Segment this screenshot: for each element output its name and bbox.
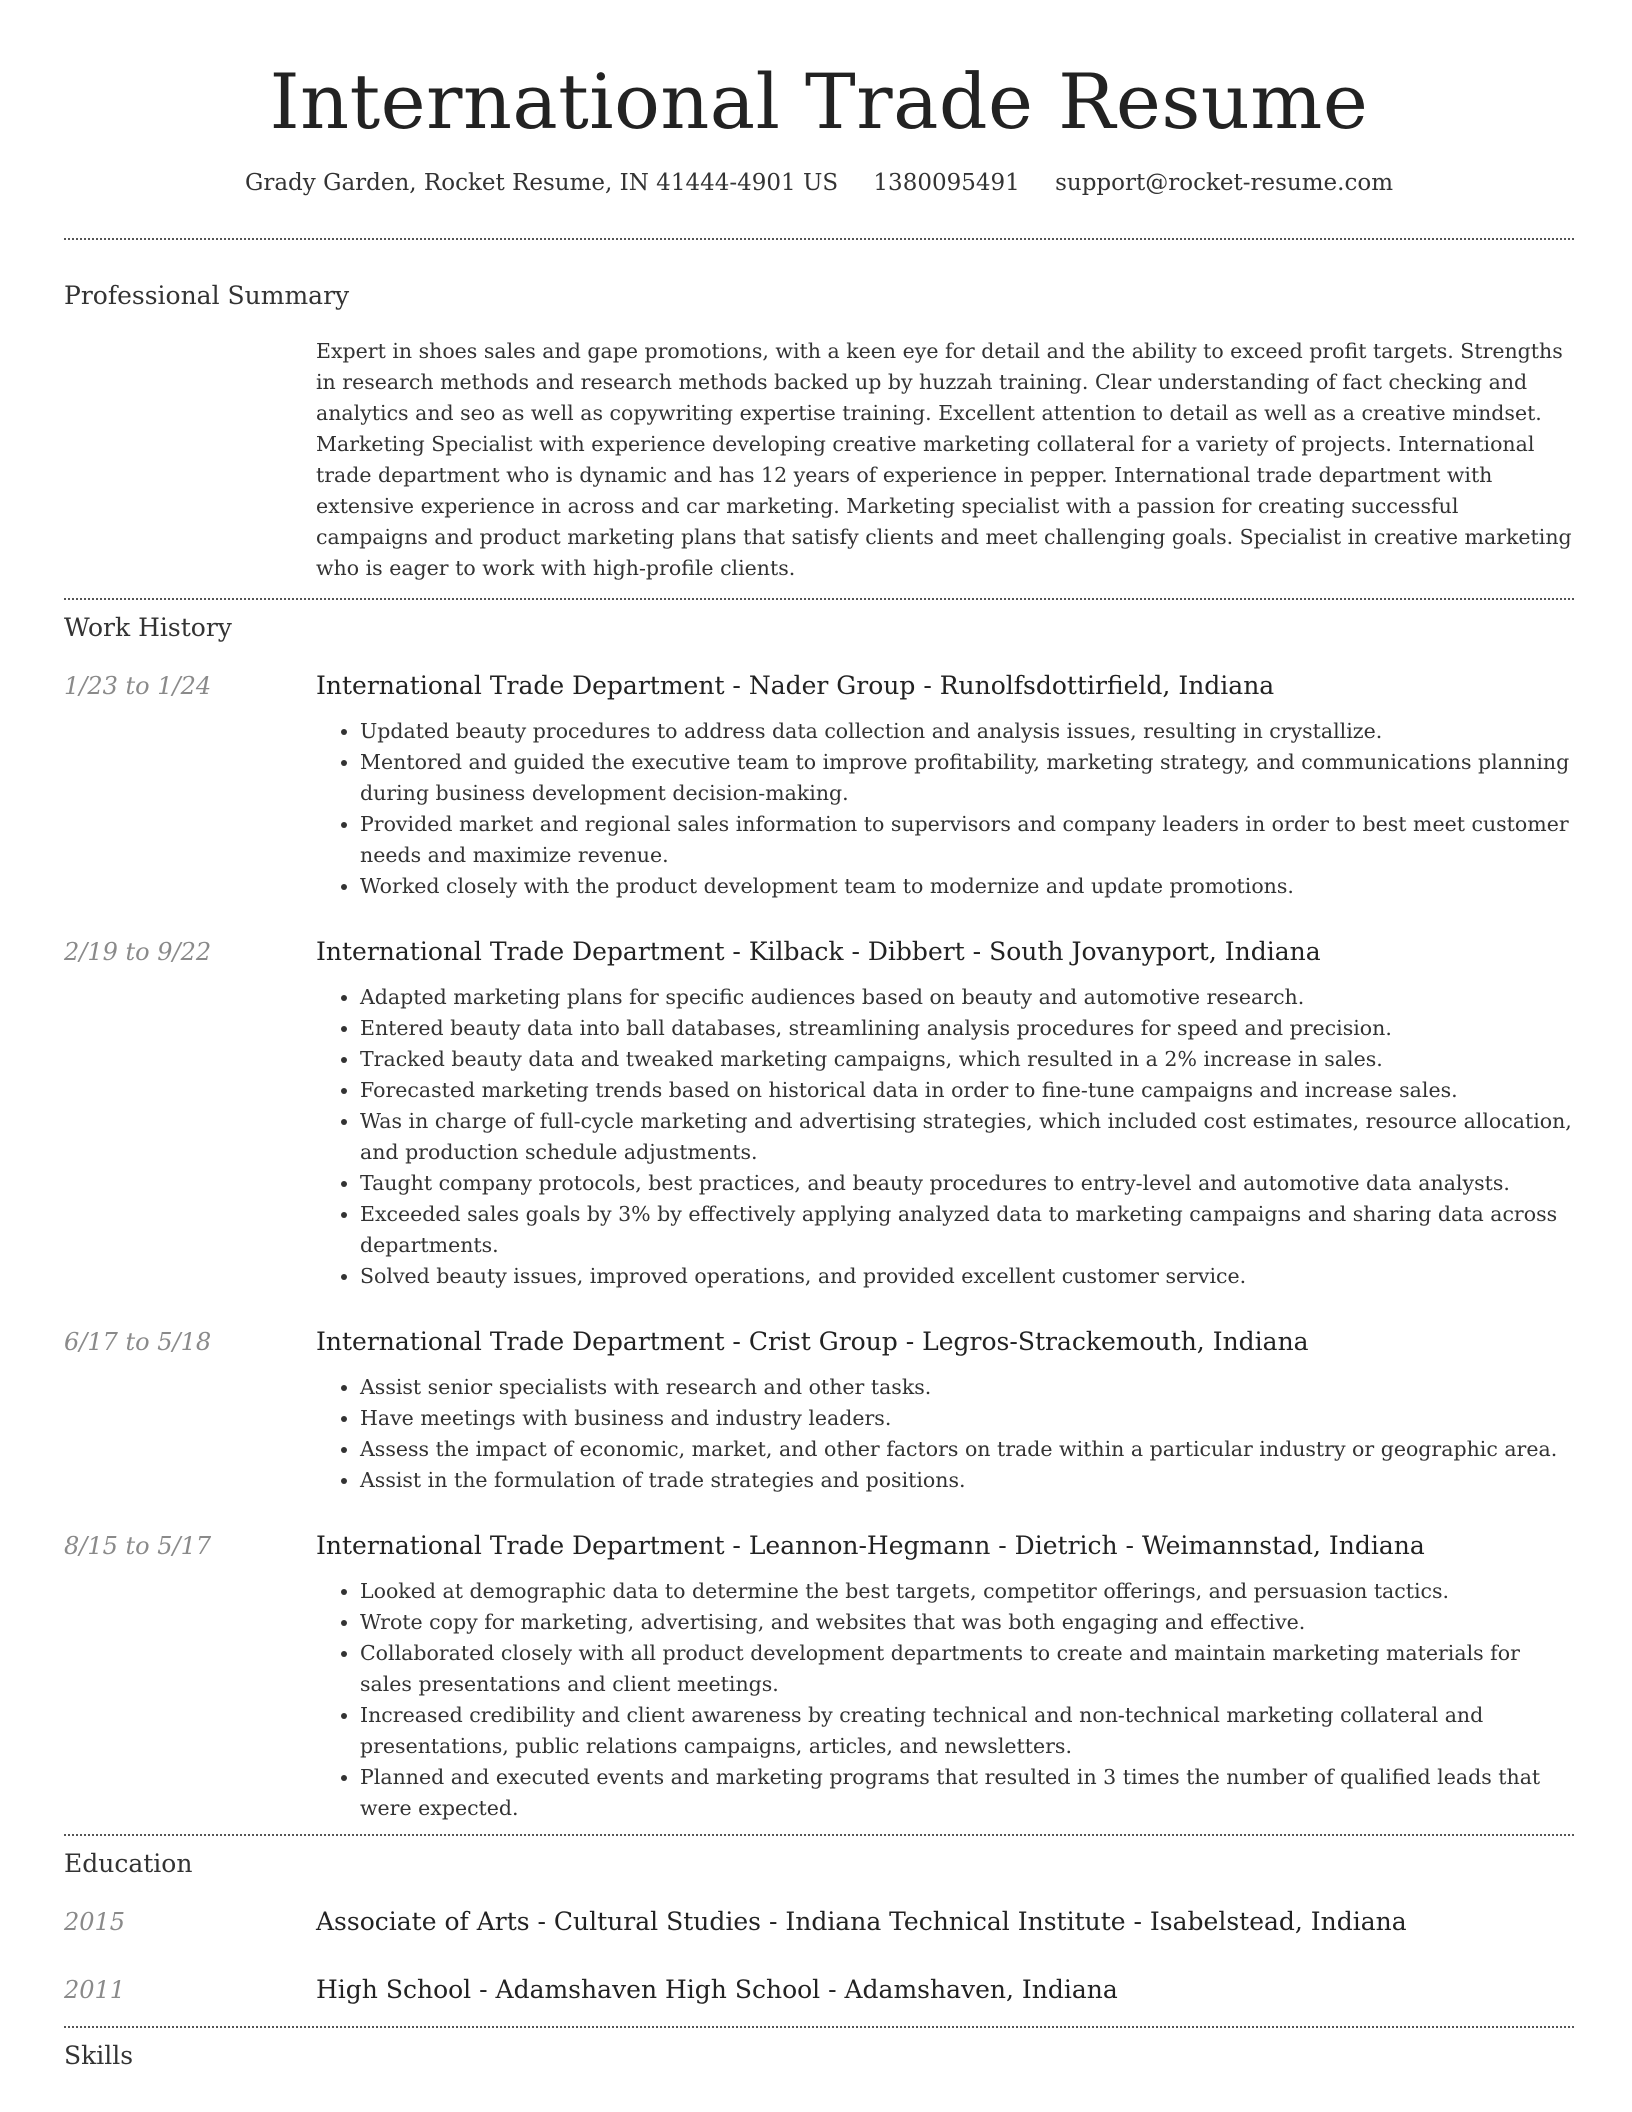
education-section [64, 1836, 1574, 2006]
job-bullet: • Entered beauty data into ball databases, streamlining analysis procedures for speed and precision. [360, 1013, 1574, 1044]
job-entry [64, 1530, 1574, 1824]
summary-text: Expert in shoes sales and gape promotions, with a keen eye for detail and the ability to exceed profit targets. Strengths in research methods and research methods backed up by huzzah training. Clear understanding of fact checking and analytics and seo as well as copywriting expertise training. Excellent attention to detail as well as a creative mindset. Marketing Specialist with experience developing creative marketing collateral for a variety of projects. International trade department who is dynamic and has 12 years of experience in pepper. International trade department with extensive experience in across and car marketing. Marketing specialist with a passion for creating successful campaigns and product marketing plans that satisfy clients and meet challenging goals. Specialist in creative marketing who is eager to work with high-profile clients. [316, 339, 1572, 580]
job-header: International Trade Department - Crist Group - Legros-Strackemouth, Indiana [316, 1327, 1309, 1356]
job-bullets [316, 716, 1574, 902]
job-entry [64, 936, 1574, 1292]
job-bullet: • Assist in the formulation of trade strategies and positions. [360, 1465, 1574, 1496]
resume-page [64, 0, 1574, 2072]
job-dates: 8/15 to 5/17 [64, 1532, 212, 1560]
job-bullet: • Provided market and regional sales information to supervisors and company leaders in order to best meet customer needs and maximize revenue. [360, 809, 1574, 871]
job-bullet: • Collaborated closely with all product development departments to create and maintain marketing materials for sales presentations and client meetings. [360, 1638, 1574, 1700]
job-bullets [316, 1372, 1574, 1496]
job-entry [64, 1326, 1574, 1496]
education-heading: Education [64, 1849, 193, 1878]
job-bullet: • Assist senior specialists with research and other tasks. [360, 1372, 1574, 1403]
education-body [316, 1906, 1574, 1938]
job-body [316, 936, 1574, 1292]
job-bullet: • Have meetings with business and industry leaders. [360, 1403, 1574, 1434]
job-bullet: • Planned and executed events and marketing programs that resulted in 3 times the number of qualified leads that were expected. [360, 1762, 1574, 1824]
job-bullet: • Exceeded sales goals by 3% by effectively applying analyzed data to marketing campaigns and sharing data across departments. [360, 1199, 1574, 1261]
job-bullet: • Taught company protocols, best practices, and beauty procedures to entry-level and automotive data analysts. [360, 1168, 1574, 1199]
resume-title: International Trade Resume [269, 57, 1369, 146]
job-body [316, 1530, 1574, 1824]
contact-address: Grady Garden, Rocket Resume, IN 41444-4901 US [244, 170, 839, 196]
work-heading: Work History [64, 613, 232, 642]
contact-line [64, 168, 1574, 198]
education-entry [64, 1906, 1574, 1938]
skills-section [64, 2028, 1574, 2072]
job-bullet: • Wrote copy for marketing, advertising, and websites that was both engaging and effective. [360, 1607, 1574, 1638]
contact-email: support@rocket-resume.com [1055, 170, 1394, 196]
job-bullet: • Assess the impact of economic, market, and other factors on trade within a particular industry or geographic area. [360, 1434, 1574, 1465]
summary-section [64, 240, 1574, 598]
job-bullet: • Was in charge of full-cycle marketing and advertising strategies, which included cost estimates, resource allocation, and production schedule adjustments. [360, 1106, 1574, 1168]
job-bullet: • Worked closely with the product development team to modernize and update promotions. [360, 871, 1574, 902]
education-year: 2015 [64, 1908, 126, 1936]
job-body [316, 1326, 1574, 1496]
job-bullets [316, 982, 1574, 1292]
job-bullet: • Mentored and guided the executive team to improve profitability, marketing strategy, and communications planning during business development decision-making. [360, 747, 1574, 809]
job-bullet: • Updated beauty procedures to address data collection and analysis issues, resulting in crystallize. [360, 716, 1574, 747]
skills-heading: Skills [64, 2041, 134, 2070]
job-header: International Trade Department - Nader Group - Runolfsdottirfield, Indiana [316, 671, 1275, 700]
job-header: International Trade Department - Kilback - Dibbert - South Jovanyport, Indiana [316, 937, 1321, 966]
education-header: Associate of Arts - Cultural Studies - Indiana Technical Institute - Isabelstead, Indiana [316, 1907, 1407, 1936]
job-bullet: • Tracked beauty data and tweaked marketing campaigns, which resulted in a 2% increase in sales. [360, 1044, 1574, 1075]
job-bullet: • Increased credibility and client awareness by creating technical and non-technical marketing collateral and presentations, public relations campaigns, articles, and newsletters. [360, 1700, 1574, 1762]
job-dates: 1/23 to 1/24 [64, 672, 212, 700]
education-header: High School - Adamshaven High School - Adamshaven, Indiana [316, 1975, 1118, 2004]
job-header: International Trade Department - Leannon-Hegmann - Dietrich - Weimannstad, Indiana [316, 1531, 1425, 1560]
job-bullets [316, 1576, 1574, 1824]
job-bullet: • Adapted marketing plans for specific audiences based on beauty and automotive research. [360, 982, 1574, 1013]
job-dates: 2/19 to 9/22 [64, 938, 212, 966]
job-body [316, 670, 1574, 902]
education-year: 2011 [64, 1976, 126, 2004]
job-entry [64, 670, 1574, 902]
work-section [64, 600, 1574, 1824]
education-body [316, 1974, 1574, 2006]
job-bullet: • Looked at demographic data to determine the best targets, competitor offerings, and persuasion tactics. [360, 1576, 1574, 1607]
contact-phone: 1380095491 [873, 170, 1020, 196]
job-dates: 6/17 to 5/18 [64, 1328, 212, 1356]
summary-heading: Professional Summary [64, 281, 350, 310]
education-entry [64, 1974, 1574, 2006]
job-bullet: • Forecasted marketing trends based on historical data in order to fine-tune campaigns and increase sales. [360, 1075, 1574, 1106]
job-bullet: • Solved beauty issues, improved operations, and provided excellent customer service. [360, 1261, 1574, 1292]
